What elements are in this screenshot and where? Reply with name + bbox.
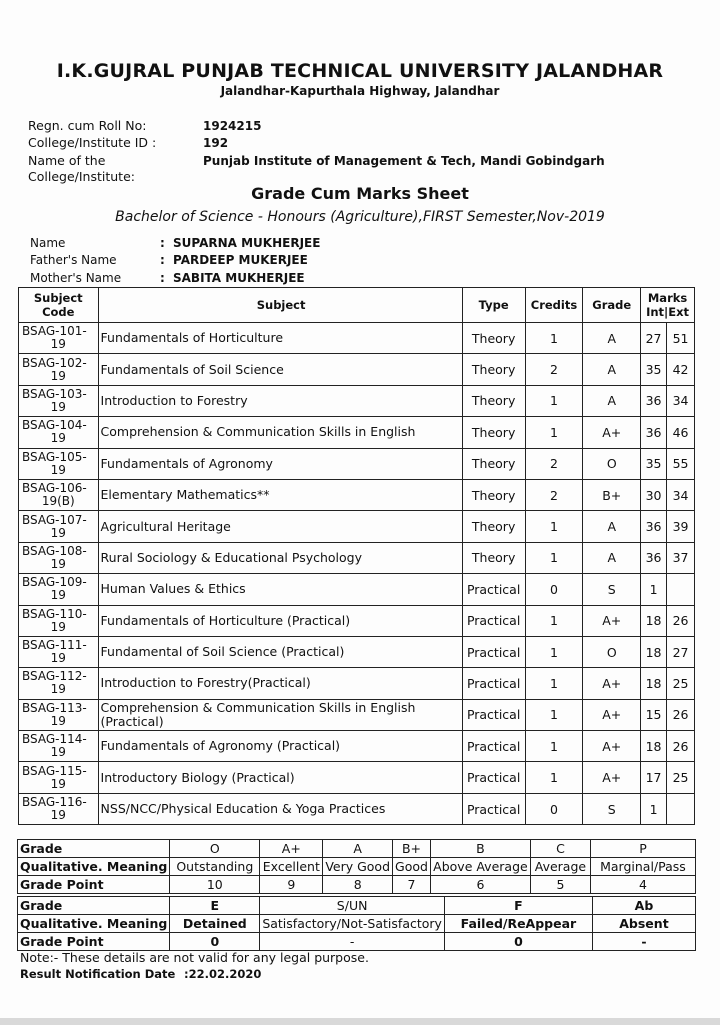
subject-code-part-2: 19(B) [41,494,75,509]
subject-grade: B+ [583,479,641,510]
subject-code-part-1: BSAG-105- [22,449,87,464]
grade-cell: Ab [592,897,695,915]
subject-code-part-2: 19 [50,745,66,760]
marks-internal: 35 [641,354,667,385]
regn-value: 1924215 [203,119,262,133]
marks-internal: 35 [641,448,667,479]
marks-external: 26 [667,605,695,636]
subject-code-cell [19,542,99,573]
subject-code-part-2: 19 [50,588,66,603]
meaning-row-label: Qualitative. Meaning [18,858,170,876]
mother-name-value: SABITA MUKHERJEE [173,271,305,285]
subject-code-cell [19,354,99,385]
subject-code-part-1: BSAG-109- [22,575,87,590]
header-marks-label: Marks [647,291,688,305]
grade-cell: B+ [393,840,431,858]
marks-internal: 17 [641,762,667,793]
subject-code-part-1: BSAG-108- [22,543,87,558]
subject-code-part-2: 19 [50,525,66,540]
subject-type: Practical [462,574,525,605]
header-type: Type [462,288,525,323]
subject-grade: A+ [583,731,641,762]
subject-type: Theory [462,385,525,416]
marks-external: 34 [667,479,695,510]
marks-external: 37 [667,542,695,573]
subject-credits: 1 [525,385,583,416]
subject-type: Theory [462,417,525,448]
marks-external: 39 [667,511,695,542]
marks-internal: 1 [641,574,667,605]
notification-date-value: :22.02.2020 [184,967,262,981]
subject-code-cell [19,417,99,448]
subject-code-part-1: BSAG-111- [22,638,87,653]
meaning-row [18,915,696,933]
marks-table [18,287,695,825]
subject-name: Comprehension & Communication Skills in English (Practical) [98,699,462,730]
father-name-value: PARDEEP MUKERJEE [173,253,308,267]
subject-code-cell [19,793,99,824]
subject-type: Practical [462,762,525,793]
program-name: Bachelor of Science - Honours (Agriculture),FIRST Semester,Nov-2019 [115,209,605,225]
marks-internal: 36 [641,385,667,416]
subject-type: Theory [462,542,525,573]
subject-code-part-1: BSAG-116- [22,795,87,810]
point-cell: 0 [444,933,592,951]
subject-row [19,731,695,762]
subject-code-cell [19,448,99,479]
subject-row [19,417,695,448]
marks-internal: 30 [641,479,667,510]
subject-row [19,323,695,354]
subject-type: Practical [462,731,525,762]
subject-grade: A [583,511,641,542]
header-subject: Subject [98,288,462,323]
subject-type: Practical [462,636,525,667]
marks-internal: 18 [641,636,667,667]
subject-name: Introductory Biology (Practical) [98,762,462,793]
meaning-row [18,858,696,876]
subject-grade: A [583,385,641,416]
marks-internal: 36 [641,542,667,573]
college-name-label-1: Name of the [28,153,106,168]
subject-credits: 1 [525,699,583,730]
subject-grade: A [583,323,641,354]
subject-code-part-1: BSAG-101- [22,324,87,339]
grade-cell: C [530,840,590,858]
subject-grade: O [583,448,641,479]
subject-code-cell [19,511,99,542]
subject-code-cell [19,731,99,762]
student-name-label: Name [30,236,66,250]
sheet-title: Grade Cum Marks Sheet [251,184,469,203]
point-cell: 6 [430,876,530,894]
subject-name: Fundamentals of Horticulture [98,323,462,354]
subject-grade: S [583,574,641,605]
subject-name: Rural Sociology & Educational Psychology [98,542,462,573]
marks-internal: 36 [641,511,667,542]
subject-code-part-1: BSAG-110- [22,606,87,621]
subject-name: Human Values & Ethics [98,574,462,605]
subject-row [19,574,695,605]
subject-code-cell [19,323,99,354]
meaning-cell: Good [393,858,431,876]
subject-code-part-1: BSAG-114- [22,732,87,747]
university-address: Jalandhar-Kapurthala Highway, Jalandhar [220,84,500,98]
university-name: I.K.GUJRAL PUNJAB TECHNICAL UNIVERSITY JALANDHAR [56,60,664,82]
marks-internal: 18 [641,605,667,636]
subject-code-cell [19,699,99,730]
subject-code-part-2: 19 [50,651,66,666]
father-name-label: Father's Name [30,253,117,267]
marks-internal: 18 [641,731,667,762]
subject-code-part-2: 19 [50,776,66,791]
marks-internal: 1 [641,793,667,824]
college-id-label: College/Institute ID : [28,135,157,150]
subject-row [19,448,695,479]
subject-credits: 2 [525,448,583,479]
subject-name: Agricultural Heritage [98,511,462,542]
subject-code-part-1: BSAG-113- [22,700,87,715]
marks-external: 34 [667,385,695,416]
header-code-line-1: Subject [33,291,83,305]
marks-external: 25 [667,762,695,793]
subject-type: Practical [462,793,525,824]
subject-code-cell [19,762,99,793]
point-cell: - [260,933,445,951]
subject-code-part-1: BSAG-106- [22,481,87,496]
marks-external: 55 [667,448,695,479]
subject-name: Comprehension & Communication Skills in English [98,417,462,448]
subject-code-part-1: BSAG-102- [22,355,87,370]
subject-code-part-2: 19 [50,682,66,697]
point-cell: 4 [590,876,695,894]
header-subject-code [19,288,99,323]
subject-credits: 1 [525,542,583,573]
header-grade: Grade [583,288,641,323]
point-cell: 9 [260,876,323,894]
meaning-cell: Average [530,858,590,876]
subject-credits: 2 [525,479,583,510]
grade-cell: E [170,897,260,915]
subject-code-part-2: 19 [50,556,66,571]
regn-label: Regn. cum Roll No: [28,118,147,133]
subject-name: Fundamentals of Horticulture (Practical) [98,605,462,636]
subject-code-part-2: 19 [50,368,66,383]
subject-code-part-2: 19 [50,713,66,728]
subject-code-part-1: BSAG-107- [22,512,87,527]
college-id-value: 192 [203,136,229,150]
grade-special-table [17,896,696,951]
bottom-edge [0,1018,720,1025]
subject-credits: 1 [525,511,583,542]
subject-row [19,354,695,385]
subject-row [19,511,695,542]
subject-code-cell [19,668,99,699]
point-row-label: Grade Point [18,933,170,951]
header-credits: Credits [525,288,583,323]
grade-cell: A+ [260,840,323,858]
subject-row [19,762,695,793]
subject-type: Theory [462,479,525,510]
meaning-cell: Above Average [430,858,530,876]
point-cell: 8 [323,876,393,894]
grade-row [18,840,696,858]
student-name-colon: : [160,236,165,250]
marks-external: 26 [667,731,695,762]
subject-code-part-2: 19 [50,399,66,414]
marks-table-header [19,288,695,323]
mother-name-colon: : [160,271,165,285]
grade-row [18,897,696,915]
subject-code-cell [19,385,99,416]
subject-grade: S [583,793,641,824]
subject-credits: 1 [525,323,583,354]
father-name-colon: : [160,253,165,267]
subject-row [19,699,695,730]
subject-name: Fundamentals of Agronomy [98,448,462,479]
marks-internal: 18 [641,668,667,699]
marks-external: 26 [667,699,695,730]
meaning-cell: Satisfactory/Not-Satisfactory [260,915,445,933]
subject-grade: A [583,354,641,385]
subject-code-part-1: BSAG-115- [22,763,87,778]
subject-grade: A+ [583,699,641,730]
subject-name: Fundamentals of Agronomy (Practical) [98,731,462,762]
subject-type: Theory [462,323,525,354]
subject-grade: A [583,542,641,573]
subject-code-cell [19,479,99,510]
subject-row [19,636,695,667]
subject-name: Fundamental of Soil Science (Practical) [98,636,462,667]
point-row-label: Grade Point [18,876,170,894]
subject-code-part-1: BSAG-104- [22,418,87,433]
meaning-cell: Very Good [323,858,393,876]
subject-type: Theory [462,511,525,542]
subject-row [19,668,695,699]
subject-name: Introduction to Forestry(Practical) [98,668,462,699]
marks-external [667,574,695,605]
grade-cell: P [590,840,695,858]
point-row [18,876,696,894]
subject-credits: 1 [525,417,583,448]
subject-credits: 1 [525,731,583,762]
subject-code-part-1: BSAG-103- [22,386,87,401]
subject-code-part-1: BSAG-112- [22,669,87,684]
point-cell: 7 [393,876,431,894]
subject-name: Introduction to Forestry [98,385,462,416]
subject-grade: A+ [583,762,641,793]
header-marks [641,288,695,323]
marks-internal: 36 [641,417,667,448]
marks-internal: 27 [641,323,667,354]
subject-name: Elementary Mathematics** [98,479,462,510]
subject-type: Theory [462,354,525,385]
subject-code-part-2: 19 [50,808,66,823]
grade-cell: O [170,840,260,858]
subject-row [19,385,695,416]
header-code-line-2: Code [42,305,75,319]
subject-code-cell [19,574,99,605]
grade-row-label: Grade [18,840,170,858]
college-name-label-2: College/Institute: [28,169,135,184]
subject-code-cell [19,605,99,636]
college-name-value: Punjab Institute of Management & Tech, Mandi Gobindgarh [203,154,605,168]
marks-external: 27 [667,636,695,667]
subject-credits: 1 [525,636,583,667]
meaning-cell: Absent [592,915,695,933]
legal-note: Note:- These details are not valid for any legal purpose. [20,950,369,965]
subject-credits: 1 [525,605,583,636]
marks-internal: 15 [641,699,667,730]
mother-name-label: Mother's Name [30,271,122,285]
subject-row [19,605,695,636]
subject-type: Practical [462,668,525,699]
meaning-cell: Detained [170,915,260,933]
subject-name: Fundamentals of Soil Science [98,354,462,385]
subject-grade: A+ [583,668,641,699]
subject-type: Practical [462,605,525,636]
grade-cell: B [430,840,530,858]
subject-type: Theory [462,448,525,479]
header-int-ext: Int|Ext [646,305,690,319]
subject-name: NSS/NCC/Physical Education & Yoga Practices [98,793,462,824]
grade-cell: S/UN [260,897,445,915]
point-cell: 5 [530,876,590,894]
subject-code-part-2: 19 [50,462,66,477]
meaning-row-label: Qualitative. Meaning [18,915,170,933]
subject-grade: A+ [583,417,641,448]
subject-row [19,793,695,824]
meaning-cell: Outstanding [170,858,260,876]
grade-cell: A [323,840,393,858]
student-name-value: SUPARNA MUKHERJEE [173,236,321,250]
marks-external: 25 [667,668,695,699]
grade-cell: F [444,897,592,915]
grade-row-label: Grade [18,897,170,915]
subject-row [19,479,695,510]
subject-code-cell [19,636,99,667]
subject-code-part-2: 19 [50,619,66,634]
point-cell: - [592,933,695,951]
subject-credits: 0 [525,574,583,605]
subject-credits: 2 [525,354,583,385]
subject-type: Practical [462,699,525,730]
marks-external: 42 [667,354,695,385]
marks-external: 51 [667,323,695,354]
subject-code-part-2: 19 [50,337,66,352]
point-cell: 0 [170,933,260,951]
point-row [18,933,696,951]
subject-row [19,542,695,573]
subject-grade: O [583,636,641,667]
subject-grade: A+ [583,605,641,636]
meaning-cell: Excellent [260,858,323,876]
grade-scale-table [17,839,696,894]
subject-code-part-2: 19 [50,431,66,446]
subject-credits: 1 [525,668,583,699]
subject-credits: 1 [525,762,583,793]
marks-external: 46 [667,417,695,448]
meaning-cell: Failed/ReAppear [444,915,592,933]
marks-external [667,793,695,824]
subject-credits: 0 [525,793,583,824]
point-cell: 10 [170,876,260,894]
notification-date-label: Result Notification Date [20,967,176,981]
meaning-cell: Marginal/Pass [590,858,695,876]
